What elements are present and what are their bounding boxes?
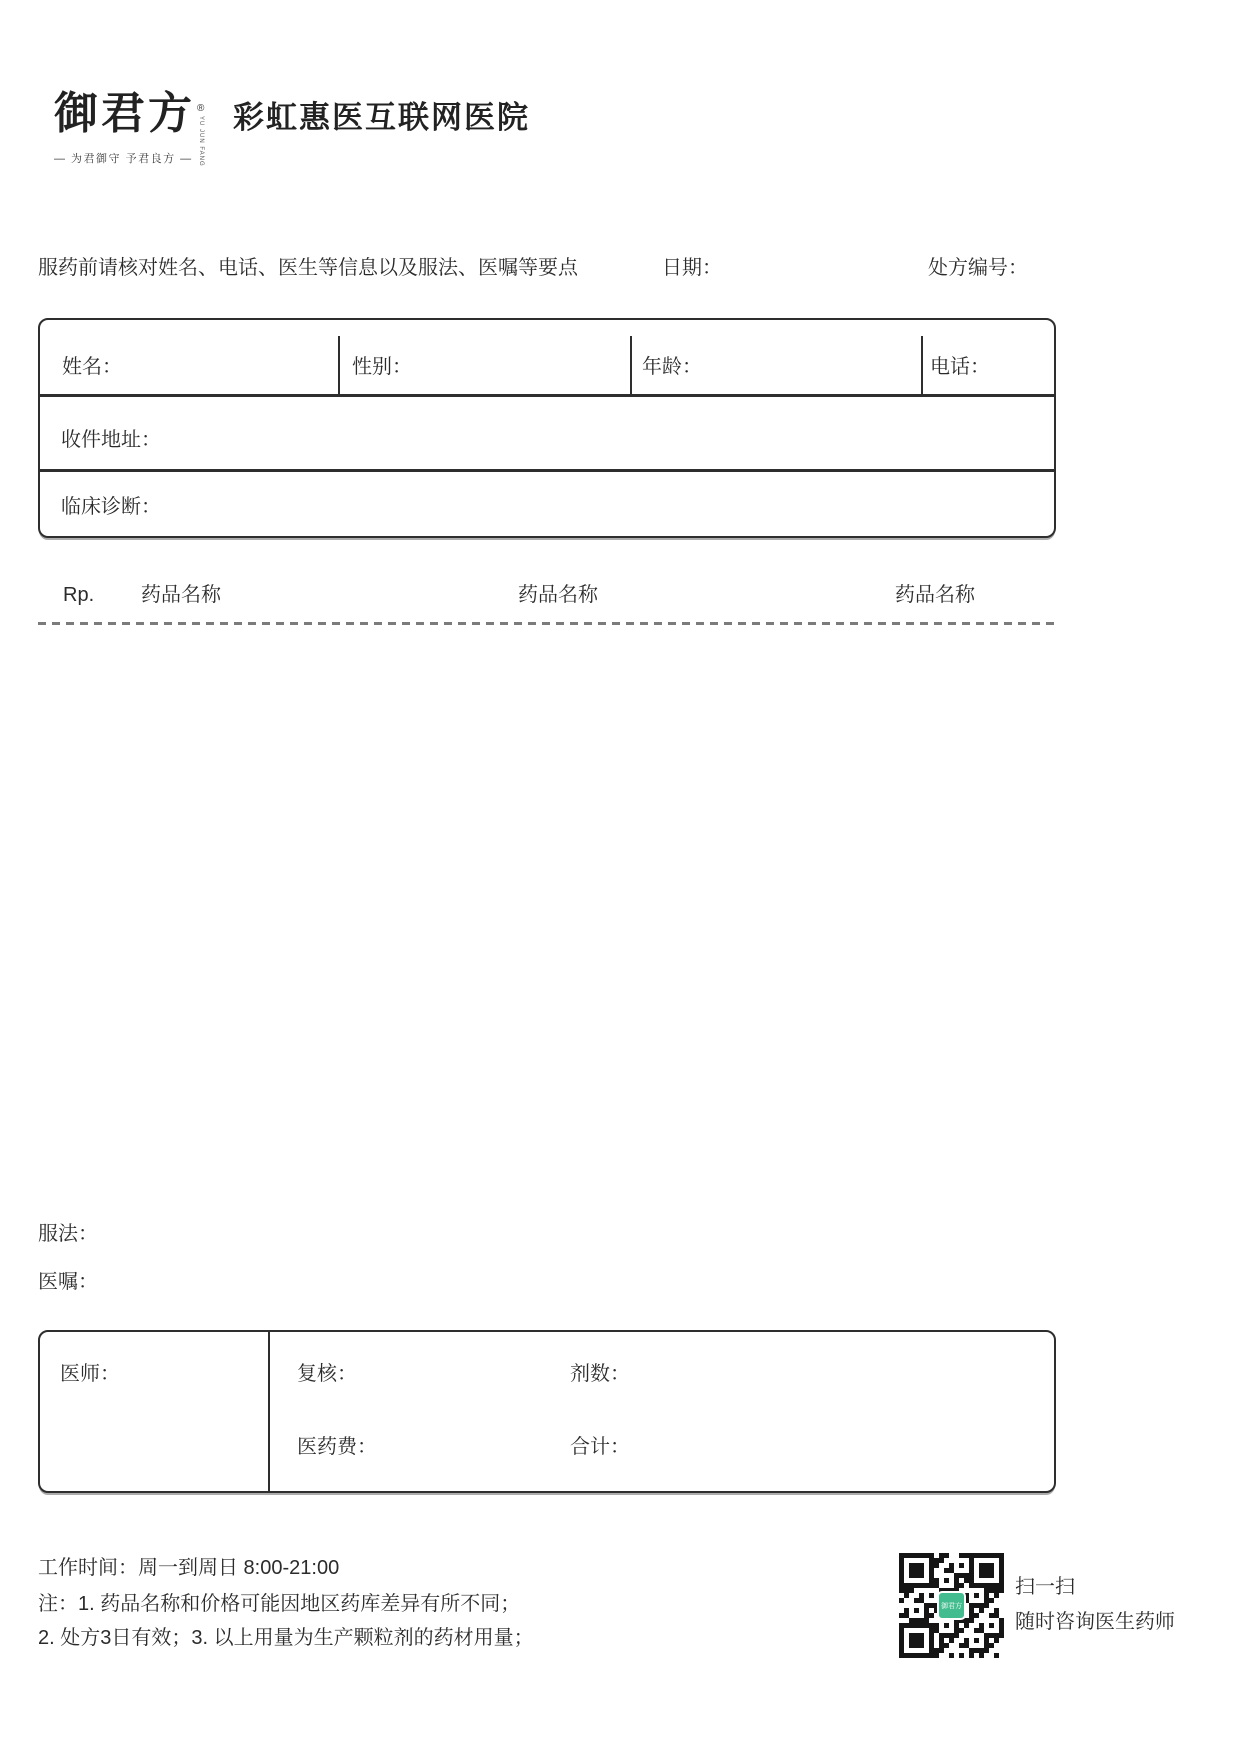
total-label: 合计： <box>570 1436 630 1458</box>
medicine-fee-label: 医药费： <box>297 1436 377 1458</box>
note-line-1: 注：1. 药品名称和价格可能因地区药库差异有所不同； <box>38 1593 521 1615</box>
working-hours-text: 工作时间：周一到周日 8:00-21:00 <box>38 1557 340 1579</box>
date-label: 日期： <box>662 257 722 279</box>
doctor-label: 医师： <box>60 1363 120 1385</box>
divider <box>338 336 340 396</box>
brand-name: 御君方 <box>54 88 195 139</box>
signature-box <box>38 1330 1056 1493</box>
rp-label: Rp. <box>63 584 95 606</box>
note-line-2: 2. 处方3日有效；3. 以上用量为生产颗粒剂的药材用量； <box>38 1627 534 1649</box>
patient-info-box <box>38 318 1056 538</box>
divider <box>268 1332 270 1491</box>
drug-name-column-header: 药品名称 <box>895 584 975 606</box>
usage-label: 服法： <box>38 1223 98 1245</box>
patient-name-label: 姓名： <box>62 356 122 378</box>
drug-name-column-header: 药品名称 <box>141 584 221 606</box>
divider <box>40 394 1054 397</box>
rx-number-label: 处方编号： <box>928 257 1028 279</box>
qr-code <box>899 1553 1004 1658</box>
divider <box>921 336 923 396</box>
patient-age-label: 年龄： <box>642 356 702 378</box>
shipping-address-label: 收件地址： <box>61 429 161 451</box>
brand-tagline: — 为君御守 予君良方 — <box>54 153 193 165</box>
brand-mark <box>197 104 204 167</box>
dashed-divider <box>38 622 1056 625</box>
qr-center-logo <box>937 1591 966 1620</box>
divider <box>40 469 1054 472</box>
registered-trademark-icon: ® <box>197 103 205 114</box>
brand-pinyin: YU JUN FANG <box>198 116 205 167</box>
divider <box>630 336 632 396</box>
check-notice-text: 服药前请核对姓名、电话、医生等信息以及服法、医嘱等要点 <box>38 257 578 279</box>
review-label: 复核： <box>297 1363 357 1385</box>
drug-name-column-header: 药品名称 <box>518 584 598 606</box>
qr-center-label: 御君方 <box>941 1602 962 1610</box>
patient-phone-label: 电话： <box>930 356 990 378</box>
dose-count-label: 剂数： <box>570 1363 630 1385</box>
clinical-diagnosis-label: 临床诊断： <box>61 496 161 518</box>
scan-label: 扫一扫 <box>1015 1576 1075 1598</box>
hospital-name: 彩虹惠医互联网医院 <box>233 100 530 135</box>
scan-description: 随时咨询医生药师 <box>1015 1611 1175 1633</box>
patient-gender-label: 性别： <box>352 356 412 378</box>
doctor-advice-label: 医嘱： <box>38 1271 98 1293</box>
